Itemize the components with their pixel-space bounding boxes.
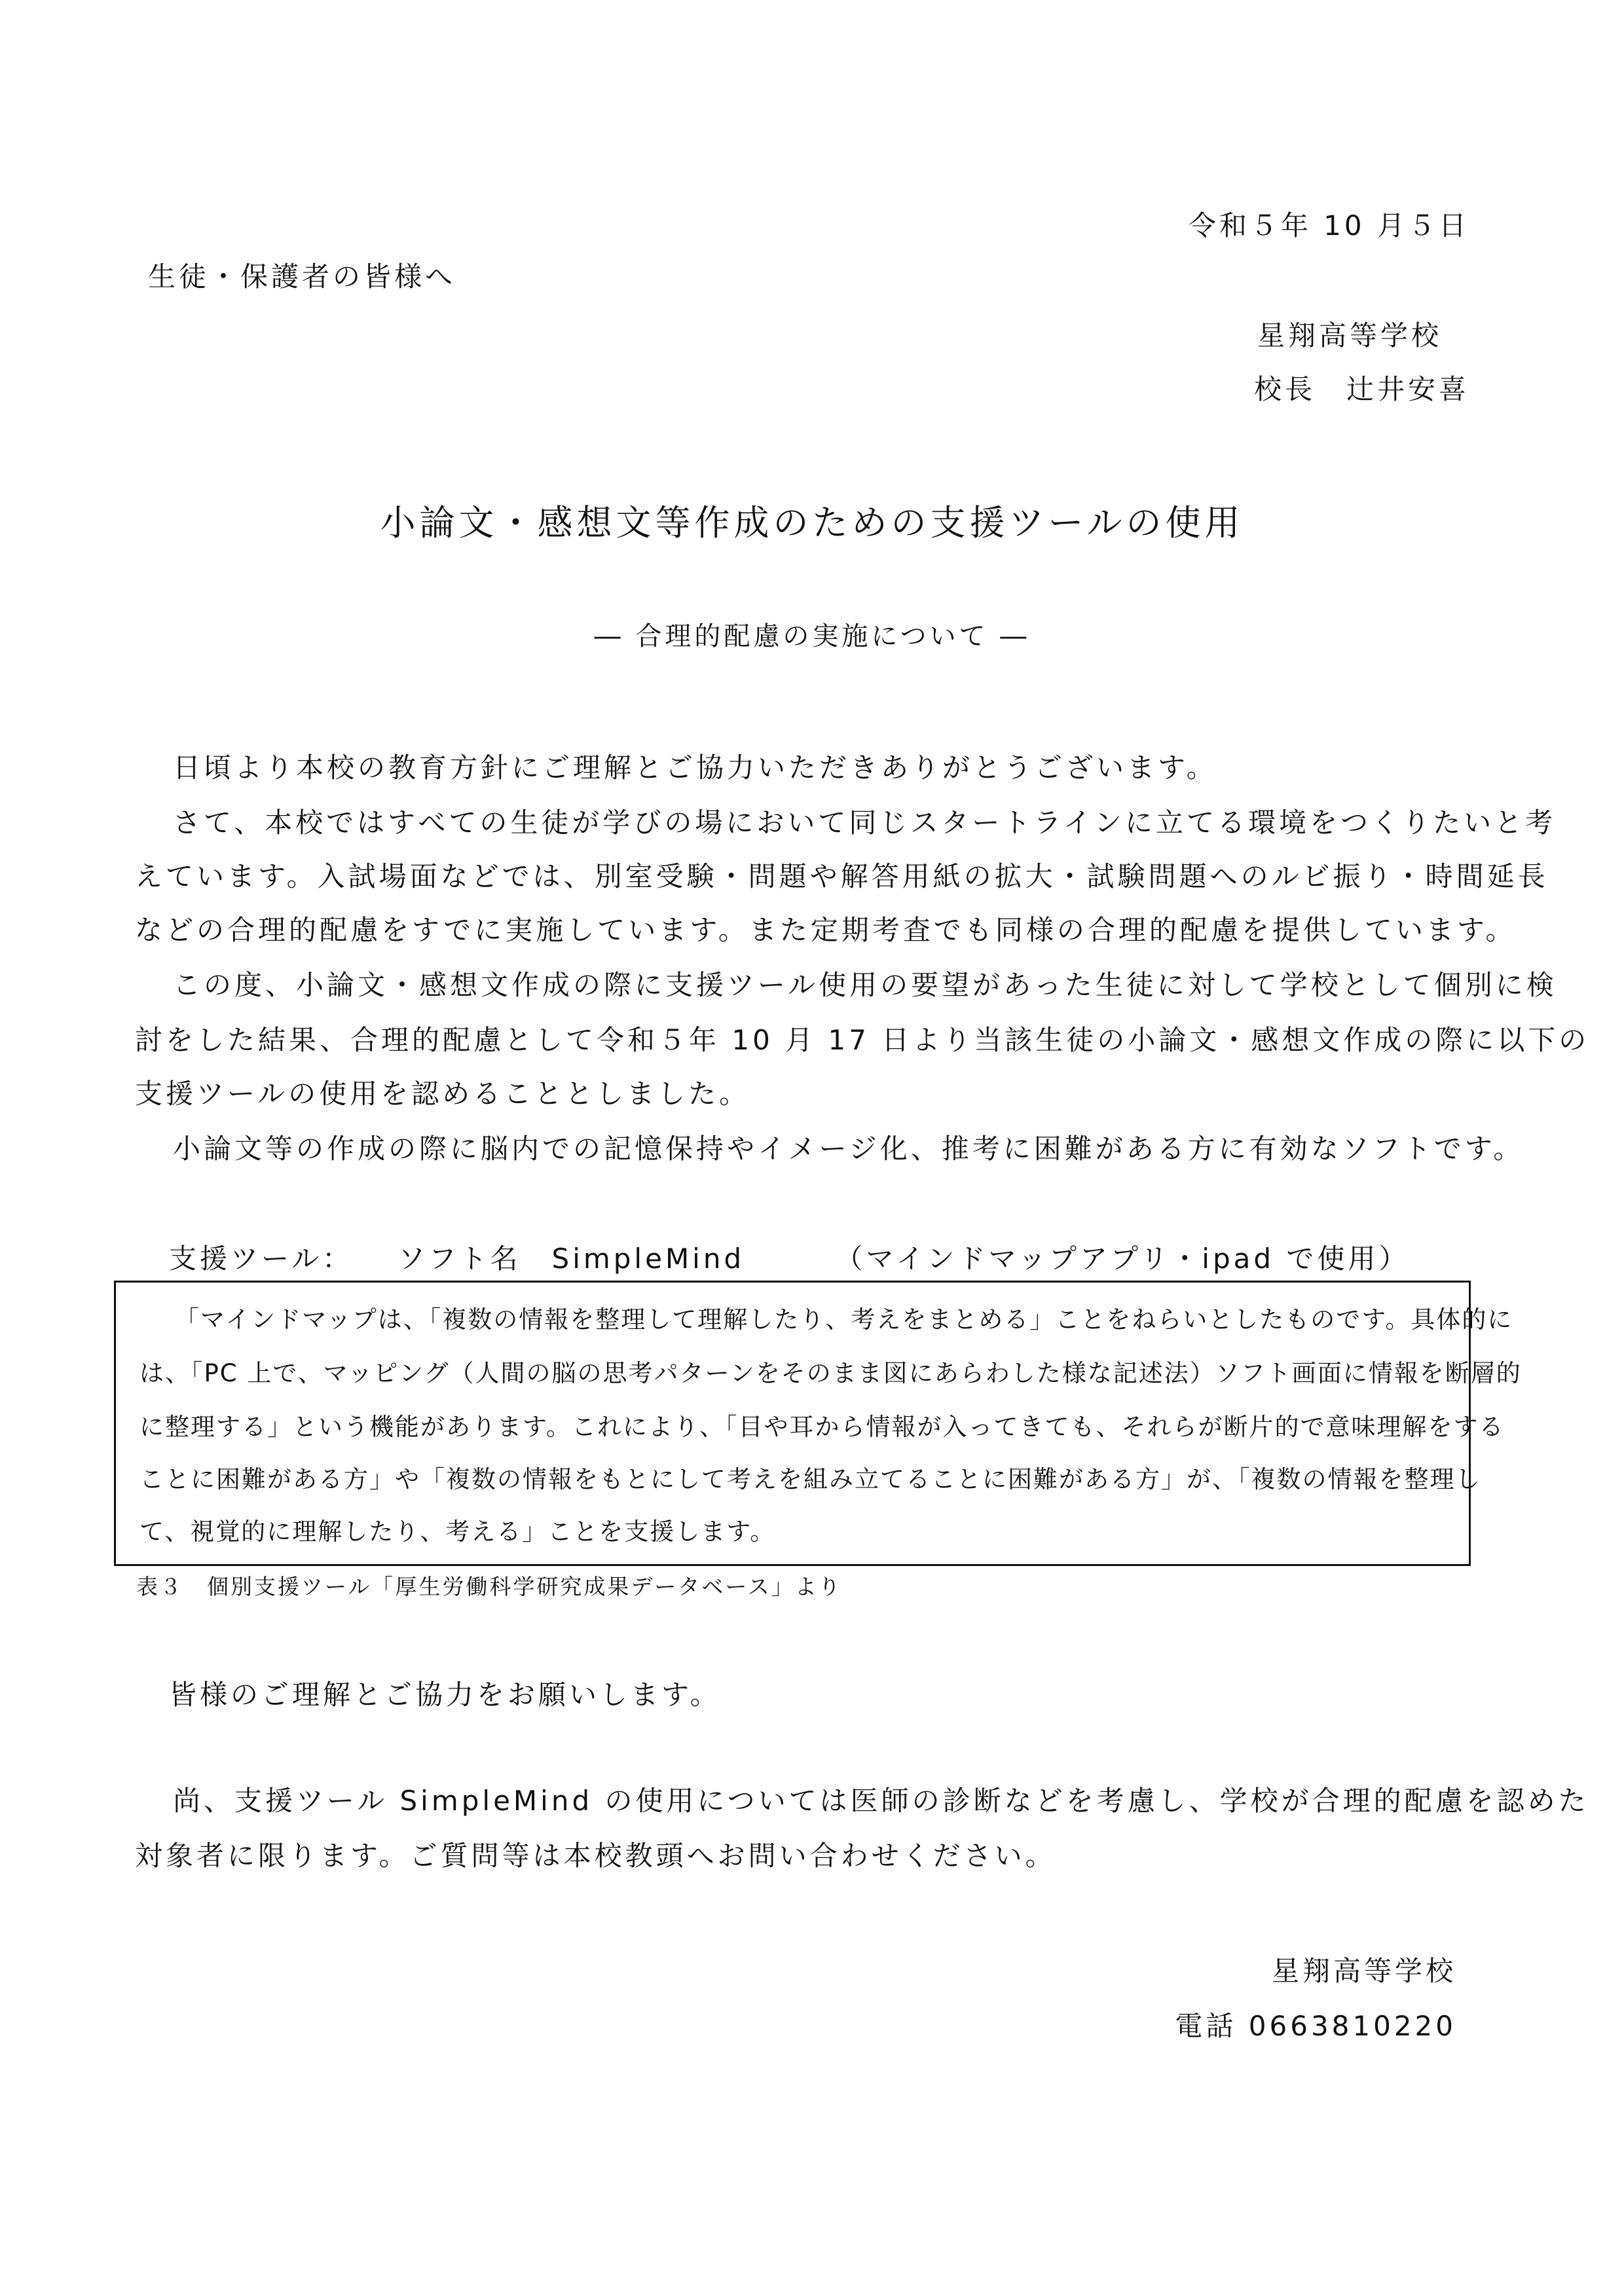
- paragraph-line: 支援ツールの使用を認めることとしました。: [135, 1078, 750, 1110]
- software-name: ソフト名 SimpleMind: [397, 1243, 745, 1275]
- paragraph-line: さて、本校ではすべての生徒が学びの場において同じスタートラインに立てる環境をつくりたいと考: [173, 807, 1557, 839]
- quote-line: 「マインドマップは、「複数の情報を整理して理解したり、考えをまとめる」ことをねらいとしたものです。具体的に: [175, 1305, 1513, 1334]
- letter-date: 令和５年 10 月５日: [1188, 210, 1469, 242]
- quote-line: ことに困難がある方」や「複数の情報をもとにして考えを組み立てることに困難がある方」が、「複数の情報を整理し: [139, 1465, 1481, 1493]
- document-title: 小論文・感想文等作成のための支援ツールの使用: [380, 502, 1244, 543]
- quote-line: て、視覚的に理解したり、考える」ことを支援します。: [139, 1518, 776, 1546]
- table-caption: 表３ 個別支援ツール「厚生労働科学研究成果データベース」より: [136, 1574, 842, 1599]
- paragraph-line: 小論文等の作成の際に脳内での記憶保持やイメージ化、推考に困難がある方に有効なソフトです。: [173, 1133, 1524, 1165]
- footer-school: 星翔高等学校: [1271, 1955, 1456, 1987]
- addressee: 生徒・保護者の皆様へ: [148, 261, 456, 293]
- closing-note-line: 尚、支援ツール SimpleMind の使用については医師の診断などを考慮し、学校が合理的配慮を認めた: [173, 1785, 1589, 1817]
- paragraph-line: などの合理的配慮をすでに実施しています。また定期考査でも同様の合理的配慮を提供しています。: [135, 914, 1517, 946]
- quote-line: に整理する」という機能があります。これにより、「目や耳から情報が入ってきても、それらが断片的で意味理解をする: [139, 1413, 1505, 1441]
- sender-school: 星翔高等学校: [1257, 319, 1442, 352]
- quote-box: [114, 1281, 1522, 1566]
- closing-note-line: 対象者に限ります。ご質問等は本校教頭へお問い合わせください。: [135, 1840, 1056, 1872]
- closing-thanks: 皆様のご理解とご協力をお願いします。: [169, 1679, 721, 1711]
- software-note: （マインドマップアプリ・ipad で使用）: [835, 1243, 1410, 1275]
- quote-line: は、「PC 上で、マッピング（人間の脳の思考パターンをそのまま図にあらわした様な記述法）ソフト画面に情報を断層的: [139, 1359, 1522, 1387]
- footer-phone: 電話 0663810220: [1175, 2010, 1456, 2042]
- paragraph-line: えています。入試場面などでは、別室受験・問題や解答用紙の拡大・試験問題へのルビ振り・時間延長: [135, 860, 1549, 892]
- paragraph-line: 討をした結果、合理的配慮として令和５年 10 月 17 日より当該生徒の小論文・感想文作成の際に以下の: [135, 1024, 1590, 1056]
- support-tool-label: 支援ツール：: [169, 1243, 354, 1275]
- sender-principal: 校長 辻井安喜: [1253, 373, 1469, 405]
- support-tool-line: [169, 1237, 1409, 1277]
- paragraph-greeting: 日頃より本校の教育方針にご理解とご協力いただきありがとうございます。: [173, 752, 1217, 784]
- document-subtitle: ― 合理的配慮の実施について ―: [594, 621, 1030, 651]
- paragraph-line: この度、小論文・感想文作成の際に支援ツール使用の要望があった生徒に対して学校として個別に検: [173, 969, 1557, 1001]
